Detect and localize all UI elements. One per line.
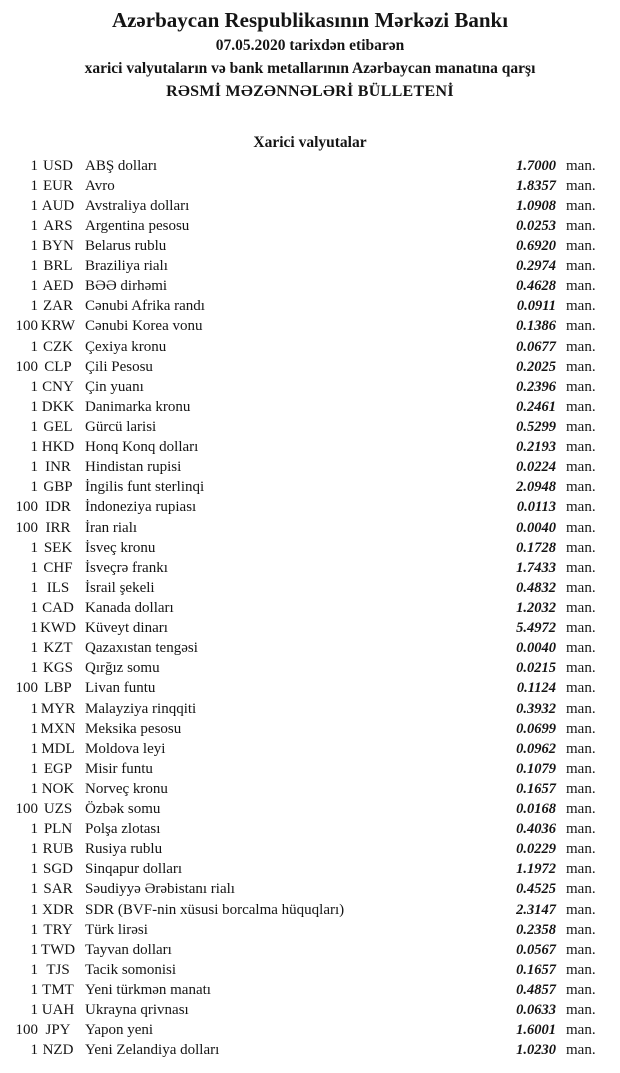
quantity-cell: 1 (30, 459, 38, 476)
quantity-cell: 1 (30, 579, 38, 596)
currency-name-cell: Sinqapur dolları (85, 861, 183, 878)
currency-name-cell: Özbək somu (85, 801, 161, 818)
quantity-cell: 1 (30, 640, 38, 657)
rate-row (0, 538, 620, 558)
currency-name-cell: BƏƏ dirhəmi (85, 278, 168, 295)
rate-row (0, 639, 620, 659)
currency-code-cell: UAH (41, 1002, 75, 1019)
bulletin-title: RƏSMİ MƏZƏNNƏLƏRİ BÜLLETENİ (166, 83, 454, 100)
currency-name-cell: İndoneziya rupiası (85, 499, 197, 516)
unit-cell: man. (566, 821, 596, 838)
currency-code-cell: IDR (45, 499, 71, 516)
currency-name-cell: Honq Konq dolları (85, 439, 199, 456)
quantity-cell: 1 (30, 157, 38, 174)
quantity-cell: 100 (15, 519, 38, 536)
rate-row (0, 578, 620, 598)
quantity-cell: 1 (30, 620, 38, 637)
currency-code-cell: NZD (42, 1042, 74, 1059)
currency-code-cell: XDR (42, 901, 74, 918)
rate-value-cell: 1.1972 (516, 861, 556, 878)
currency-name-cell: Malayziya rinqqiti (85, 700, 197, 717)
unit-cell: man. (566, 197, 596, 214)
unit-cell: man. (566, 378, 596, 395)
rate-value-cell: 0.1657 (516, 961, 556, 978)
unit-cell: man. (566, 439, 596, 456)
unit-cell: man. (566, 599, 596, 616)
quantity-cell: 1 (30, 881, 38, 898)
unit-cell: man. (566, 418, 596, 435)
unit-cell: man. (566, 760, 596, 777)
unit-cell: man. (566, 982, 596, 999)
quantity-cell: 1 (30, 841, 38, 858)
currency-name-cell: Meksika pesosu (85, 720, 182, 737)
currency-name-cell: Moldova leyi (85, 740, 166, 757)
unit-cell: man. (566, 901, 596, 918)
rate-value-cell: 0.0224 (516, 459, 556, 476)
quantity-cell: 1 (30, 479, 38, 496)
rate-value-cell: 0.6920 (516, 237, 556, 254)
unit-cell: man. (566, 559, 596, 576)
currency-code-cell: KRW (40, 318, 76, 335)
rate-value-cell: 0.2193 (516, 439, 556, 456)
currency-name-cell: Yeni türkmən manatı (85, 982, 211, 999)
rate-value-cell: 0.3932 (516, 700, 556, 717)
rate-row (0, 438, 620, 458)
rate-row (0, 216, 620, 236)
currency-code-cell: GBP (43, 479, 73, 496)
currency-name-cell: Gürcü larisi (85, 418, 157, 435)
rate-row (0, 800, 620, 820)
rate-value-cell: 0.2396 (516, 378, 556, 395)
currency-code-cell: DKK (41, 398, 75, 415)
rate-value-cell: 1.6001 (516, 1022, 556, 1039)
rate-value-cell: 0.4857 (516, 982, 556, 999)
rate-row (0, 719, 620, 739)
quantity-cell: 1 (30, 760, 38, 777)
rate-row (0, 337, 620, 357)
rate-row (0, 498, 620, 518)
unit-cell: man. (566, 318, 596, 335)
rate-value-cell: 0.1657 (516, 780, 556, 797)
currency-code-cell: KZT (43, 640, 73, 657)
unit-cell: man. (566, 579, 596, 596)
rate-row (0, 779, 620, 799)
quantity-cell: 1 (30, 539, 38, 556)
rate-row (0, 960, 620, 980)
quantity-cell: 1 (30, 298, 38, 315)
unit-cell: man. (566, 398, 596, 415)
currency-name-cell: Çili Pesosu (85, 358, 153, 375)
document-header (0, 0, 620, 103)
unit-cell: man. (566, 479, 596, 496)
rate-row (0, 176, 620, 196)
rate-value-cell: 0.0911 (516, 298, 556, 315)
currency-name-cell: Cənubi Korea vonu (85, 318, 203, 335)
rate-row (0, 1021, 620, 1041)
currency-code-cell: PLN (43, 821, 73, 838)
quantity-cell: 1 (30, 821, 38, 838)
rate-row (0, 840, 620, 860)
currency-name-cell: Norveç kronu (85, 780, 168, 797)
currency-code-cell: EUR (43, 177, 73, 194)
rate-row (0, 277, 620, 297)
rates-table (0, 156, 620, 1061)
quantity-cell: 1 (30, 237, 38, 254)
currency-name-cell: Livan funtu (85, 680, 156, 697)
rate-value-cell: 0.0040 (516, 640, 556, 657)
currency-code-cell: TMT (42, 982, 74, 999)
unit-cell: man. (566, 459, 596, 476)
currency-code-cell: MYR (40, 700, 76, 717)
rate-value-cell: 0.1079 (516, 760, 556, 777)
rate-value-cell: 2.0948 (516, 479, 556, 496)
currency-code-cell: KWD (40, 620, 76, 637)
currency-code-cell: ILS (46, 579, 70, 596)
currency-name-cell: Danimarka kronu (85, 398, 191, 415)
currency-name-cell: İsveç kronu (85, 539, 156, 556)
currency-name-cell: Qazaxıstan tengəsi (85, 640, 198, 657)
currency-code-cell: CAD (42, 599, 74, 616)
quantity-cell: 1 (30, 961, 38, 978)
unit-cell: man. (566, 278, 596, 295)
currency-name-cell: Belarus rublu (85, 237, 167, 254)
rate-value-cell: 0.0962 (516, 740, 556, 757)
currency-name-cell: Türk lirəsi (85, 921, 148, 938)
rate-row (0, 558, 620, 578)
currency-name-cell: Polşa zlotası (85, 821, 161, 838)
rate-value-cell: 0.1728 (516, 539, 556, 556)
unit-cell: man. (566, 680, 596, 697)
currency-code-cell: RUB (42, 841, 74, 858)
currency-name-cell: Braziliya rialı (85, 258, 168, 275)
rate-value-cell: 0.4036 (516, 821, 556, 838)
unit-cell: man. (566, 258, 596, 275)
rate-row (0, 679, 620, 699)
unit-cell: man. (566, 921, 596, 938)
unit-cell: man. (566, 237, 596, 254)
quantity-cell: 1 (30, 197, 38, 214)
rate-value-cell: 2.3147 (516, 901, 556, 918)
currency-code-cell: NOK (41, 780, 75, 797)
rate-row (0, 739, 620, 759)
currency-code-cell: SGD (42, 861, 73, 878)
currency-code-cell: SAR (43, 881, 73, 898)
currency-code-cell: INR (45, 459, 71, 476)
currency-code-cell: KGS (42, 660, 73, 677)
rate-value-cell: 5.4972 (516, 620, 556, 637)
currency-name-cell: Çin yuanı (85, 378, 144, 395)
rate-row (0, 940, 620, 960)
quantity-cell: 1 (30, 439, 38, 456)
currency-code-cell: ARS (43, 217, 73, 234)
currency-code-cell: BYN (42, 237, 74, 254)
unit-cell: man. (566, 499, 596, 516)
rate-row (0, 699, 620, 719)
currency-code-cell: SEK (43, 539, 73, 556)
unit-cell: man. (566, 519, 596, 536)
quantity-cell: 1 (30, 258, 38, 275)
currency-name-cell: Tayvan dolları (85, 941, 172, 958)
rate-value-cell: 0.0040 (516, 519, 556, 536)
rate-value-cell: 1.7433 (516, 559, 556, 576)
currency-name-cell: Ukrayna qrivnası (85, 1002, 189, 1019)
unit-cell: man. (566, 881, 596, 898)
unit-cell: man. (566, 780, 596, 797)
unit-cell: man. (566, 941, 596, 958)
rate-row (0, 357, 620, 377)
section-title-foreign-currencies: Xarici valyutalar (253, 134, 367, 151)
currency-code-cell: MXN (40, 720, 76, 737)
quantity-cell: 1 (30, 861, 38, 878)
currency-name-cell: Avstraliya dolları (85, 197, 190, 214)
currency-code-cell: LBP (44, 680, 72, 697)
currency-name-cell: İsveçrə frankı (85, 559, 168, 576)
rate-row (0, 1001, 620, 1021)
rate-row (0, 820, 620, 840)
rate-value-cell: 0.0253 (516, 217, 556, 234)
rate-value-cell: 0.2358 (516, 921, 556, 938)
rate-row (0, 377, 620, 397)
quantity-cell: 1 (30, 740, 38, 757)
currency-name-cell: Rusiya rublu (85, 841, 163, 858)
rate-value-cell: 0.0633 (516, 1002, 556, 1019)
rate-value-cell: 0.0113 (516, 499, 556, 516)
quantity-cell: 1 (30, 1002, 38, 1019)
rate-row (0, 880, 620, 900)
currency-name-cell: Avro (85, 177, 115, 194)
quantity-cell: 1 (30, 1042, 38, 1059)
currency-code-cell: USD (42, 157, 73, 174)
unit-cell: man. (566, 620, 596, 637)
rate-row (0, 236, 620, 256)
unit-cell: man. (566, 338, 596, 355)
unit-cell: man. (566, 740, 596, 757)
rate-row (0, 619, 620, 639)
rate-value-cell: 0.4525 (516, 881, 556, 898)
quantity-cell: 100 (15, 358, 38, 375)
unit-cell: man. (566, 1042, 596, 1059)
currency-name-cell: Səudiyyə Ərəbistanı rialı (85, 881, 235, 898)
currency-code-cell: BRL (43, 258, 73, 275)
quantity-cell: 1 (30, 217, 38, 234)
quantity-cell: 1 (30, 599, 38, 616)
currency-name-cell: Cənubi Afrika randı (85, 298, 205, 315)
rate-row (0, 920, 620, 940)
rate-value-cell: 1.7000 (516, 157, 556, 174)
quantity-cell: 1 (30, 378, 38, 395)
quantity-cell: 100 (15, 680, 38, 697)
unit-cell: man. (566, 841, 596, 858)
rate-row (0, 518, 620, 538)
currency-code-cell: TWD (40, 941, 76, 958)
currency-name-cell: Argentina pesosu (85, 217, 190, 234)
currency-code-cell: CNY (42, 378, 74, 395)
rate-value-cell: 0.0699 (516, 720, 556, 737)
rate-value-cell: 1.2032 (516, 599, 556, 616)
rate-value-cell: 0.0567 (516, 941, 556, 958)
currency-code-cell: HKD (41, 439, 75, 456)
currency-code-cell: TJS (46, 961, 70, 978)
currency-code-cell: CHF (43, 559, 73, 576)
unit-cell: man. (566, 660, 596, 677)
currency-name-cell: İngilis funt sterlinqi (85, 479, 205, 496)
currency-code-cell: EGP (43, 760, 73, 777)
rate-row (0, 900, 620, 920)
currency-name-cell: İran rialı (85, 519, 138, 536)
currency-code-cell: CLP (44, 358, 72, 375)
currency-code-cell: IRR (45, 519, 71, 536)
unit-cell: man. (566, 700, 596, 717)
unit-cell: man. (566, 539, 596, 556)
effective-date-line: 07.05.2020 tarixdən etibarən (215, 37, 405, 54)
currency-code-cell: AED (42, 278, 74, 295)
rate-value-cell: 0.5299 (516, 418, 556, 435)
quantity-cell: 1 (30, 780, 38, 797)
unit-cell: man. (566, 640, 596, 657)
rate-value-cell: 0.1386 (516, 318, 556, 335)
unit-cell: man. (566, 358, 596, 375)
quantity-cell: 1 (30, 418, 38, 435)
currency-code-cell: TRY (43, 921, 73, 938)
quantity-cell: 1 (30, 941, 38, 958)
rate-row (0, 659, 620, 679)
currency-code-cell: JPY (45, 1022, 71, 1039)
unit-cell: man. (566, 1002, 596, 1019)
quantity-cell: 1 (30, 559, 38, 576)
rate-row (0, 417, 620, 437)
quantity-cell: 1 (30, 338, 38, 355)
quantity-cell: 1 (30, 921, 38, 938)
rate-value-cell: 1.0230 (516, 1042, 556, 1059)
quantity-cell: 1 (30, 982, 38, 999)
rate-row (0, 156, 620, 176)
rate-row (0, 196, 620, 216)
rate-row (0, 980, 620, 1000)
currency-code-cell: ZAR (43, 298, 73, 315)
quantity-cell: 100 (15, 1022, 38, 1039)
rate-row (0, 397, 620, 417)
currency-name-cell: İsrail şekeli (85, 579, 155, 596)
bank-name-title: Azərbaycan Respublikasının Mərkəzi Bankı (111, 8, 509, 32)
rate-row (0, 297, 620, 317)
unit-cell: man. (566, 861, 596, 878)
unit-cell: man. (566, 801, 596, 818)
quantity-cell: 1 (30, 398, 38, 415)
quantity-cell: 1 (30, 660, 38, 677)
currency-name-cell: Çexiya kronu (85, 338, 167, 355)
currency-name-cell: Yeni Zelandiya dolları (85, 1042, 220, 1059)
rate-row (0, 257, 620, 277)
rate-value-cell: 0.2025 (516, 358, 556, 375)
rate-value-cell: 0.0215 (516, 660, 556, 677)
rate-value-cell: 0.0168 (516, 801, 556, 818)
currency-code-cell: MDL (41, 740, 75, 757)
rate-row (0, 598, 620, 618)
currency-name-cell: Qırğız somu (85, 660, 160, 677)
rate-value-cell: 0.0229 (516, 841, 556, 858)
rate-value-cell: 0.0677 (516, 338, 556, 355)
rate-value-cell: 0.4832 (516, 579, 556, 596)
quantity-cell: 100 (15, 318, 38, 335)
subject-line: xarici valyutaların və bank metallarının Azərbaycan manatına qarşı (84, 60, 536, 77)
currency-name-cell: Tacik somonisi (85, 961, 177, 978)
unit-cell: man. (566, 961, 596, 978)
unit-cell: man. (566, 298, 596, 315)
rate-row (0, 458, 620, 478)
quantity-cell: 1 (30, 700, 38, 717)
rate-row (0, 860, 620, 880)
currency-name-cell: Küveyt dinarı (85, 620, 168, 637)
unit-cell: man. (566, 217, 596, 234)
unit-cell: man. (566, 177, 596, 194)
rate-value-cell: 1.8357 (516, 177, 556, 194)
currency-name-cell: Misir funtu (85, 760, 153, 777)
rate-value-cell: 0.2974 (516, 258, 556, 275)
currency-code-cell: AUD (41, 197, 75, 214)
currency-code-cell: UZS (43, 801, 73, 818)
quantity-cell: 1 (30, 177, 38, 194)
quantity-cell: 1 (30, 720, 38, 737)
unit-cell: man. (566, 720, 596, 737)
rate-row (0, 317, 620, 337)
rate-value-cell: 1.0908 (516, 197, 556, 214)
rate-value-cell: 0.2461 (516, 398, 556, 415)
unit-cell: man. (566, 157, 596, 174)
quantity-cell: 100 (15, 801, 38, 818)
currency-name-cell: SDR (BVF-nin xüsusi borcalma hüquqları) (85, 901, 345, 918)
rate-row (0, 759, 620, 779)
quantity-cell: 1 (30, 901, 38, 918)
rate-row (0, 478, 620, 498)
currency-name-cell: ABŞ dolları (85, 157, 158, 174)
currency-code-cell: CZK (43, 338, 73, 355)
quantity-cell: 100 (15, 499, 38, 516)
quantity-cell: 1 (30, 278, 38, 295)
currency-name-cell: Yapon yeni (85, 1022, 154, 1039)
rate-value-cell: 0.4628 (516, 278, 556, 295)
unit-cell: man. (566, 1022, 596, 1039)
rate-value-cell: 0.1124 (516, 680, 556, 697)
currency-name-cell: Kanada dolları (85, 599, 174, 616)
currency-code-cell: GEL (43, 418, 73, 435)
rate-row (0, 1041, 620, 1061)
currency-name-cell: Hindistan rupisi (85, 459, 182, 476)
